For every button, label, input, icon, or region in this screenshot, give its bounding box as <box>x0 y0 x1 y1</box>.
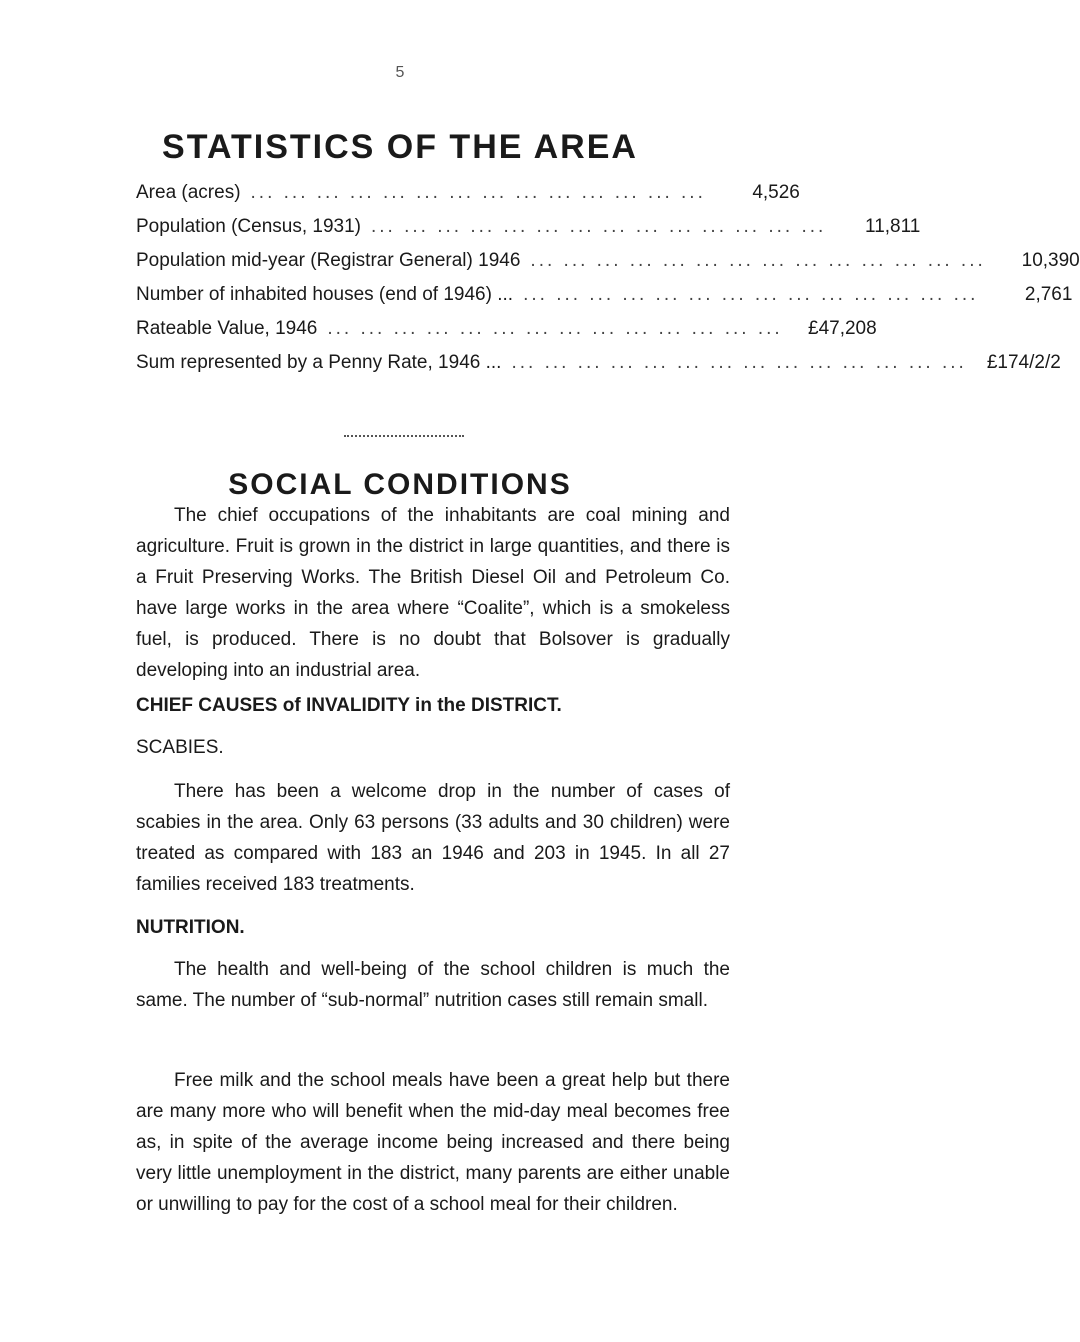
social-conditions-paragraph: The chief occupations of the inhabitants are coal mining and agriculture. Fruit is grown in the district in large quantities, and there is a Fruit Preserving Works. The British Diesel Oil and Petroleum Co. have large works in the area where “Coalite”, which is a smokeless fuel, is produced. There is no doubt that Bolsover is gradually developing into an industrial area. <box>136 505 730 681</box>
stat-row-population-census <box>136 210 921 244</box>
stat-value: 4,526 <box>752 182 800 203</box>
section-divider <box>344 435 464 437</box>
leader-dots: ... ... ... ... ... ... ... ... ... ... ... ... ... ... <box>530 250 986 271</box>
stat-value: £47,208 <box>808 318 877 339</box>
leader-dots: ... ... ... ... ... ... ... ... ... ... ... ... ... ... <box>511 352 967 373</box>
stat-label: Population mid-year (Registrar General) 1946 <box>136 250 521 271</box>
nutrition-paragraph-2: Free milk and the school meals have been a great help but there are many more who will benefit when the mid-day meal becomes free as, in spite of the average income being increased and there being very little unemployment in the district, many parents are either unable or unwilling to pay for the cost of a school meal for their children. <box>136 1070 730 1215</box>
statistics-title: STATISTICS OF THE AREA <box>162 128 638 166</box>
leader-dots: ... ... ... ... ... ... ... ... ... ... ... ... ... ... <box>370 216 827 237</box>
scabies-heading: SCABIES. <box>136 737 224 758</box>
leader-dots: ... ... ... ... ... ... ... ... ... ... ... ... ... ... <box>327 318 783 339</box>
nutrition-paragraph-1: The health and well-being of the school children is much the same. The number of “sub-normal” nutrition cases still remain small. <box>136 959 730 1011</box>
stat-value: 2,761 <box>1024 284 1073 305</box>
scabies-paragraph: There has been a welcome drop in the number of cases of scabies in the area. Only 63 persons (33 adults and 30 children) were treated as compared with 183 an 1946 and 203 in 1945. In all 27 families received 183 treatments. <box>136 781 730 895</box>
nutrition-heading: NUTRITION. <box>136 917 245 938</box>
stat-label: Area (acres) <box>136 182 241 203</box>
leader-dots: ... ... ... ... ... ... ... ... ... ... ... ... ... ... <box>250 182 706 203</box>
stat-value: 11,811 <box>865 216 921 237</box>
stat-row-population-midyear <box>136 244 1080 278</box>
statistics-table <box>136 176 1080 380</box>
leader-dots: ... ... ... ... ... ... ... ... ... ... ... ... ... ... <box>523 284 979 305</box>
social-conditions-title: SOCIAL CONDITIONS <box>228 468 572 501</box>
stat-row-inhabited-houses <box>136 278 1073 312</box>
invalidity-heading: CHIEF CAUSES of INVALIDITY in the DISTRICT. <box>136 695 562 716</box>
stat-row-penny-rate <box>136 346 1061 380</box>
page-number: 5 <box>395 64 405 81</box>
stat-label: Population (Census, 1931) <box>136 216 361 237</box>
stat-label: Sum represented by a Penny Rate, 1946 ... <box>136 352 502 373</box>
stat-row-rateable-value <box>136 312 877 346</box>
stat-label: Number of inhabited houses (end of 1946) ... <box>136 284 514 305</box>
stat-value: £174/2/2 <box>986 352 1061 373</box>
stat-label: Rateable Value, 1946 <box>136 318 318 339</box>
stat-value: 10,390 <box>1021 250 1080 271</box>
stat-row-area <box>136 176 800 210</box>
